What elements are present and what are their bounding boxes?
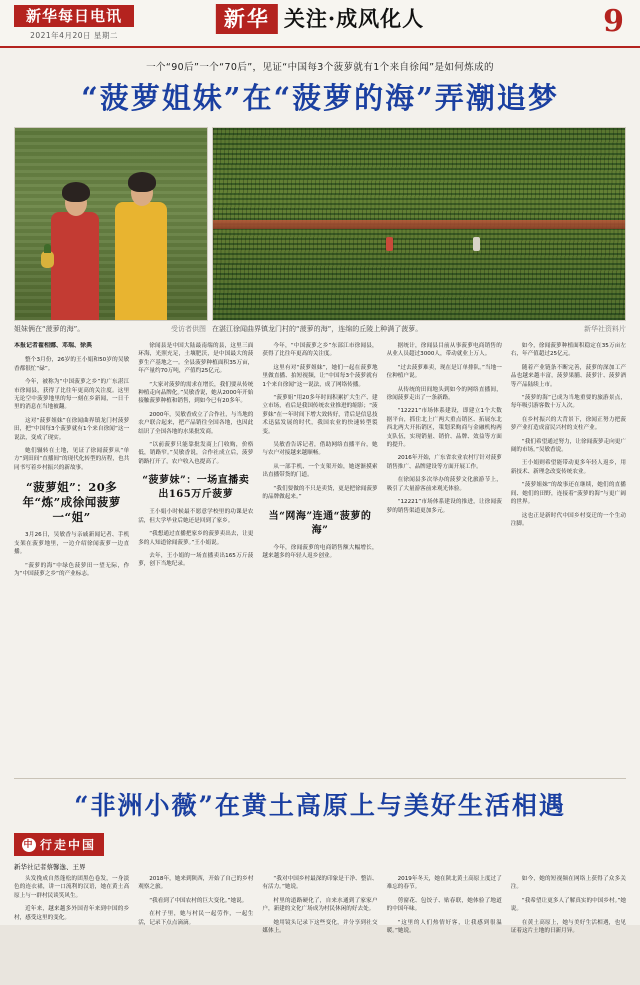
paragraph: 这里有对“菠萝姐妹”，她们一起在菠萝地里做直播、拍短视频，让“中国每3个菠萝就有1个来自徐闻”这一说法，成了网络传播。 [262, 364, 378, 388]
paragraph: 村里的道路硬化了，自来水通到了家家户户，新建的文化广场成为村民休闲的好去处。 [262, 897, 378, 913]
article-byline: 本报记者翟相娜、邓瑞、徐典 [14, 342, 93, 349]
paragraph: “我对中国乡村最深的印象是干净、整洁、有活力。”她说。 [262, 876, 378, 891]
second-headline: “非洲小薇”在黄土高原上与美好生活相遇 [74, 791, 566, 820]
paragraph: 整个3月份，26岁的王小娟和50岁的吴敏香都很忙“碌”。 [14, 357, 130, 372]
paragraph: 在徐闻县多次举办的菠萝文化旅游节上，吸引了大量游客前来观光体验。 [386, 477, 502, 492]
newspaper-title: 新华每日电讯 [14, 5, 134, 27]
photo-portrait [14, 127, 208, 321]
paragraph: 3月26日，吴敏香与亲戚新闻记者、手机支架在菠萝地里，一边介绍徐闻菠萝一边直播。 [14, 532, 130, 556]
paragraph: 据统计，徐闻县目前从事菠萝电商销售的从业人员超过3000人，带动就业上万人。 [386, 343, 502, 358]
lead-headline: “菠萝姐妹”在“菠萝的海”弄潮追梦 [81, 81, 559, 115]
section-banner-black: 关注·成风化人 [283, 6, 425, 31]
article-column-2 [138, 342, 253, 772]
page-number: 9 [603, 4, 624, 39]
subhead-1: “菠萝姐”：20多年“炼”成徐闻菠萝一“姐” [22, 480, 121, 525]
subhead-3: 当“网海”连通“菠萝的海” [268, 510, 372, 536]
section-banner [216, 4, 424, 34]
paragraph: 今年，被称为“中国菠萝之乡”的广东湛江市徐闻县，获得了比往年更高的关注度。这里无论空中菠萝地里的每一刻在乡新闻，一日千里的消息在当地被翻。 [14, 379, 130, 411]
paragraph: 2019年冬天，她在陕北黄土高原上度过了难忘的春节。 [386, 876, 502, 891]
paragraph: “我们希望通过努力，让徐闻菠萝走向更广阔的市场。”吴敏香说。 [510, 438, 626, 454]
paragraph: 从一部手机、一个支架开始，她逐渐摸索出直播带货的门道。 [262, 463, 378, 479]
paragraph: 2016年开始，广东省农业农村厅针对菠萝销售推广、品牌建设等方面开展工作。 [386, 455, 502, 470]
paragraph: 近年来，越来越多外国青年来到中国的乡村，感受这里的变化。 [14, 906, 130, 921]
paragraph: 徐闻县是中国大陆最南端的县，这里三面环海，光照充足，土壤肥沃，是中国最大的菠萝生产基地之一。全县菠萝种植面积35万亩，年产量约70万吨，产值约25亿元。 [138, 343, 254, 375]
paragraph: “以前菠萝只能靠批发商上门收购，价格低，销路窄。”吴敏香说，合作社成立后，菠萝销路打开了，农户收入也提高了。 [138, 442, 254, 465]
second-column-5 [511, 875, 626, 985]
paragraph: 剪窗花、包饺子、贴春联，她体验了地道的中国年味。 [386, 897, 502, 913]
paragraph: 这也正是新时代中国乡村变迁的一个生动注脚。 [510, 512, 626, 527]
figure-left [43, 170, 107, 320]
column-logo-row [14, 833, 626, 856]
paragraph: 王小娟小时候最不愿意学校里的功课是农活，但大学毕业后她还是回到了家乡。 [138, 509, 254, 524]
article-column-3 [262, 342, 377, 772]
article-column-4 [387, 342, 502, 772]
paragraph: 王小娟则希望能带动更多年轻人返乡，用新技术、新理念改变传统农业。 [510, 460, 626, 475]
photo-portrait-caption: 姐妹俩在“菠萝的海”。 [14, 325, 85, 333]
paragraph: “过去菠萝难卖，现在是订单排队。”当地一位种植户说。 [386, 364, 502, 380]
paragraph: “这里的人们热情好客，让我感到很温暖。”她说。 [386, 919, 502, 935]
figure-right [107, 160, 177, 320]
paragraph: 随着产业链条不断完善，菠萝的深加工产品也越来越丰富，菠萝果脯、菠萝汁、菠萝酒等产品陆续上市。 [510, 364, 626, 388]
paragraph: “12221”市场体系建设，即建立1个大数据平台，抓住北上广两大重点销区、拓展东北西北两大开拓销区，策划采购商与金融机构两支队伍，实现销量、销价、品牌、效益等方面的提升。 [386, 408, 502, 449]
second-column-2 [138, 875, 253, 985]
section-banner-red: 新华 [216, 4, 278, 34]
article-body [14, 342, 626, 772]
second-column-3 [262, 875, 377, 985]
paragraph: “大家对菠萝的需求在增长，我们要从传统种植走向品牌化。”吴敏香说，她从2000年开始接触菠萝种植和销售，到如今已有20多年。 [138, 381, 254, 405]
paragraph: “菠萝姐妹”的故事还在继续，她们的直播间、她们的田野，连接着“菠萝的海”与更广阔的世界。 [510, 482, 626, 506]
paragraph: 吴敏香告诉记者，借助网络直播平台，她与农户对接越来越顺畅。 [262, 442, 378, 457]
paragraph: 在黄土高原上，她与美好生活相遇，也见证着这片土地的日新月异。 [510, 919, 626, 935]
paragraph: 在乡村振兴的大背景下，徐闻正努力把菠萝产业打造成富民兴村的支柱产业。 [510, 416, 626, 432]
paragraph: 头发挽成自然蓬松的团黑色卷发，一身淡色的连衣裙，讲一口流利的汉语，她在黄土高原上与一群村民谈笑风生。 [14, 876, 130, 899]
photo-portrait-credit: 受访者供图 [171, 325, 206, 333]
article-column-1 [14, 342, 129, 772]
pineapple-field-art [213, 128, 625, 320]
paragraph: 她用镜头记录下这些变化，并分享到社交媒体上。 [262, 919, 378, 935]
china-mark-icon: 中 [23, 839, 35, 850]
second-article-body [14, 875, 626, 985]
column-badge-label: 行走中国 [40, 838, 97, 852]
photo-field-caption: 在湛江徐闻曲界镇龙门村的“菠萝的海”，连绵的丘陵上种满了菠萝。 [212, 325, 423, 333]
paragraph: 如今，徐闻菠萝种植面积稳定在35万亩左右，年产值超过25亿元。 [510, 343, 626, 358]
paragraph: 在村子里，她与村民一起劳作，一起生活，记录下点点滴滴。 [138, 911, 254, 926]
lead-kicker: 一个“90后”一个“70后”，见证“中国每3个菠萝就有1个来自徐闻”是如何炼成的 [146, 62, 494, 73]
second-column-4 [387, 875, 502, 985]
paragraph: 去年，王小娟的一场直播卖出165万斤菠萝，创下当地纪录。 [138, 552, 254, 568]
article-column-5 [511, 342, 626, 772]
portrait-art [15, 128, 207, 320]
paragraph: “12221”市场体系建设的推进，让徐闻菠萝的销售渠道更加多元。 [386, 499, 502, 514]
paragraph: 今年，徐闻菠萝的电商销售额大幅增长，越来越多的年轻人返乡创业。 [262, 544, 378, 559]
photo-field-caption-row [212, 324, 626, 334]
paragraph: “菠萝的海”已成为当地重要的旅游景点，每年吸引游客数十万人次。 [510, 395, 626, 410]
paragraph: “菠萝姐”用20多年时间积累扩大生产、建立市场，看后是我国传统农业推进的缩影；“菠萝妹”在一年时间下增大效转好，背后是信息技术迅猛发展的时代，我国农业的快速转型裂变。 [262, 395, 378, 435]
paragraph: 这对“菠萝姐妹”在徐闻曲界镇龙门村菠萝田，把“中国每3个菠萝就有1个来自徐闻”这一说法，变成了现实。 [14, 417, 130, 441]
subhead-2: “菠萝妹”：一场直播卖出165万斤菠萝 [142, 475, 250, 501]
second-column-1 [14, 875, 129, 985]
paragraph: 2000年，吴敏香成立了合作社，与当地的农户联合起来，把产品销往全国各地，也因此结识了全国各地的水果批发商。 [138, 411, 254, 435]
paragraph: “菠萝的海”中绿色菠萝田一望无际，作为“中国菠萝之乡”的产业标志。 [14, 562, 130, 577]
issue-date: 2021年4月20日 星期二 [30, 31, 118, 40]
photo-field-credit: 新华社资料片 [584, 325, 626, 333]
section-divider [14, 778, 626, 779]
photo-portrait-caption-row [14, 324, 206, 334]
paragraph: 她们辗转在土地，见证了徐闻菠萝从“单方”到田间“直播间”的现代化转型的历程，也共同书写着乡村振兴的新故事。 [14, 448, 130, 471]
paragraph: “我想通过直播把家乡的菠萝卖出去，让更多的人知道徐闻菠萝。”王小娟说。 [138, 531, 254, 546]
paragraph: 今年，“中国菠萝之乡”东部江市徐闻县，获得了比往年更高的关注度。 [262, 343, 378, 358]
column-badge [14, 833, 104, 856]
photo-field [212, 127, 626, 321]
masthead [0, 0, 640, 48]
paragraph: 如今，她的短视频在网络上获得了众多关注。 [510, 876, 626, 891]
brand-block [14, 5, 134, 41]
paragraph: “我看到了中国农村的巨大变化。”她说。 [149, 897, 248, 904]
paragraph: 2018年，她来到陕西，开始了自己的乡村观察之旅。 [138, 876, 254, 891]
paragraph: 从传统的田间地头到如今的网络直播间，徐闻菠萝走出了一条新路。 [386, 386, 502, 402]
second-byline: 新华社记者蔡馨逸、王界 [14, 863, 86, 871]
paragraph: “我们要做的不只是卖货，更是把徐闻菠萝的品牌做起来。” [262, 485, 378, 501]
paragraph: “我希望让更多人了解真实的中国乡村。”她说。 [510, 897, 626, 913]
photo-row [14, 127, 626, 334]
